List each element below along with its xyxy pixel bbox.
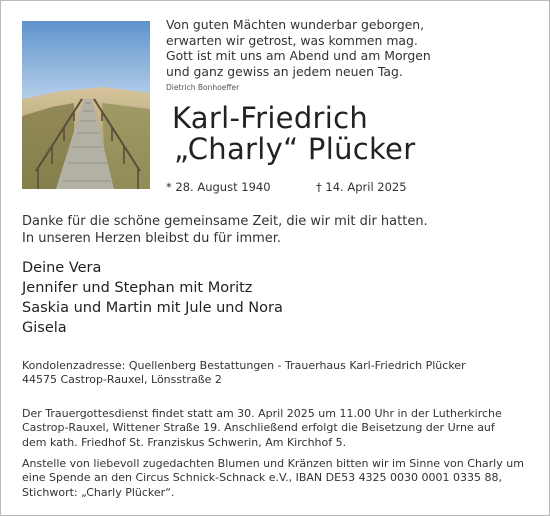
address-line: Kondolenzadresse: Quellenberg Bestattungen - Trauerhaus Karl-Friedrich Plücker — [22, 359, 466, 372]
service-line: Der Trauergottesdienst findet statt am 30. April 2025 um 11.00 Uhr in der Lutherkirche — [22, 407, 502, 420]
poem — [166, 17, 431, 79]
service-line: dem kath. Friedhof St. Franziskus Schwerin, Am Kirchhof 5. — [22, 435, 347, 449]
thanks-line: Danke für die schöne gemeinsame Zeit, die wir mit dir hatten. — [22, 214, 428, 229]
mourner: Deine Vera — [22, 260, 102, 276]
donation-request — [22, 457, 524, 500]
boardwalk-photo — [22, 21, 150, 189]
service-line: Castrop-Rauxel, Wittener Straße 19. Anschließend erfolgt die Beisetzung der Urne auf — [22, 421, 495, 435]
poem-line: Gott ist mit uns am Abend und am Morgen — [166, 48, 431, 64]
condolence-address — [22, 359, 466, 388]
birth-date: * 28. August 1940 — [166, 180, 271, 194]
poem-line: und ganz gewiss an jedem neuen Tag. — [166, 63, 403, 79]
name-line-2: „Charly“ Plücker — [174, 132, 416, 166]
mourner: Gisela — [22, 320, 67, 336]
donation-line: Stichwort: „Charly Plücker“. — [22, 485, 175, 499]
poem-line: erwarten wir getrost, was kommen mag. — [166, 32, 418, 48]
death-date: † 14. April 2025 — [316, 180, 407, 194]
donation-line: Anstelle von liebevoll zugedachten Blumen und Kränzen bitten wir im Sinne von Charly um — [22, 457, 524, 470]
boardwalk-image — [22, 21, 150, 189]
mourner: Jennifer und Stephan mit Moritz — [22, 280, 253, 296]
poem-author: Dietrich Bonhoeffer — [166, 83, 240, 92]
deceased-name — [172, 103, 415, 165]
poem-line: Von guten Mächten wunderbar geborgen, — [166, 17, 425, 32]
mourners-list — [22, 258, 283, 338]
thanks-line: In unseren Herzen bleibst du für immer. — [22, 231, 282, 246]
name-line-1: Karl-Friedrich — [172, 101, 369, 135]
address-line: 44575 Castrop-Rauxel, Lönsstraße 2 — [22, 373, 222, 387]
funeral-service-info — [22, 407, 502, 450]
donation-line: eine Spende an den Circus Schnick-Schnack e.V., IBAN DE53 4325 0030 0001 0335 88, — [22, 471, 503, 485]
thanks-text — [22, 213, 428, 247]
mourner: Saskia und Martin mit Jule und Nora — [22, 300, 283, 316]
